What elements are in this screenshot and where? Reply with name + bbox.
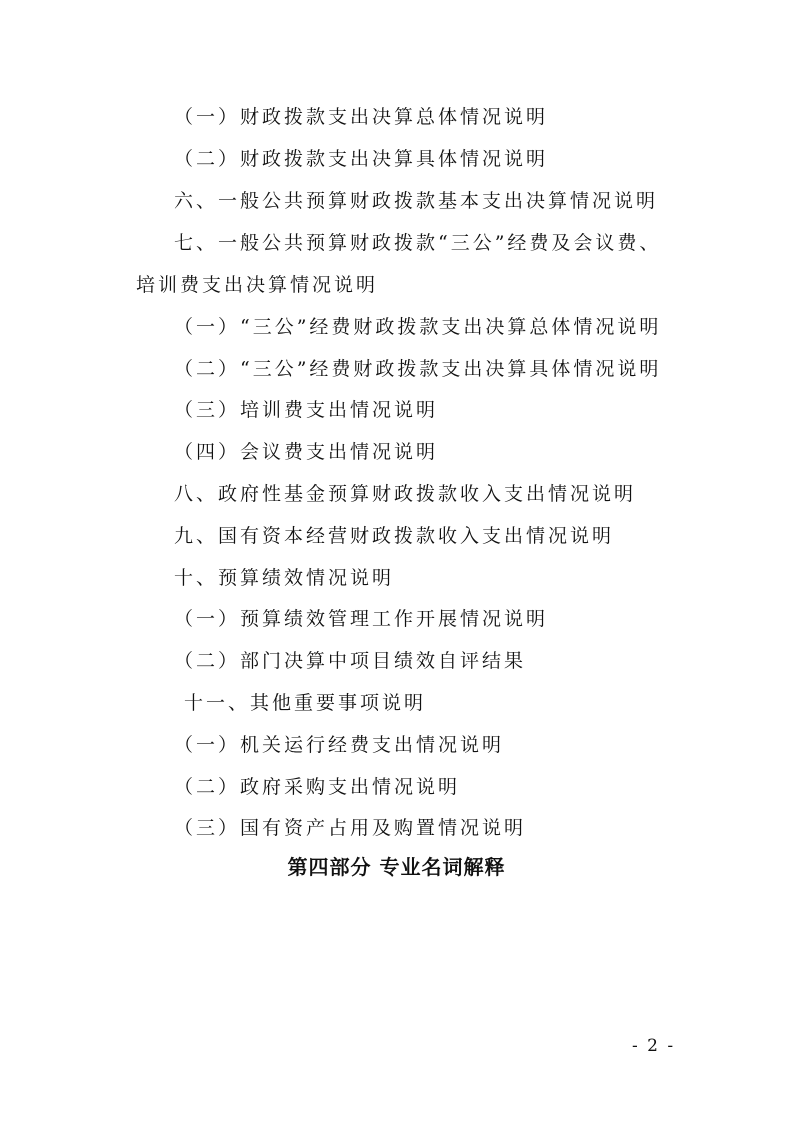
toc-line: （三）培训费支出情况说明 (174, 399, 439, 421)
toc-line: （二）部门决算中项目绩效自评结果 (174, 650, 527, 672)
toc-line: （一）财政拨款支出决算总体情况说明 (174, 106, 549, 128)
part-heading: 第四部分 专业名词解释 (287, 855, 506, 879)
page-number: - 2 - (632, 1036, 676, 1056)
toc-line: 九、国有资本经营财政拨款收入支出情况说明 (174, 525, 615, 547)
toc-line: （二）财政拨款支出决算具体情况说明 (174, 148, 549, 170)
toc-line: （四）会议费支出情况说明 (174, 441, 439, 463)
toc-line: 培训费支出决算情况说明 (136, 274, 379, 296)
toc-line: 七、一般公共预算财政拨款“三公”经费及会议费、 (174, 232, 662, 254)
toc-line: （一）机关运行经费支出情况说明 (174, 734, 505, 756)
toc-line: 八、政府性基金预算财政拨款收入支出情况说明 (174, 483, 637, 505)
toc-line: 十、预算绩效情况说明 (174, 567, 395, 589)
toc-line: 十一、其他重要事项说明 (184, 692, 427, 714)
toc-line: （二）政府采购支出情况说明 (174, 776, 461, 798)
toc-line: （二）“三公”经费财政拨款支出决算具体情况说明 (174, 358, 662, 380)
toc-line: （三）国有资产占用及购置情况说明 (174, 817, 527, 839)
toc-line: 六、一般公共预算财政拨款基本支出决算情况说明 (174, 190, 659, 212)
toc-line: （一）预算绩效管理工作开展情况说明 (174, 608, 549, 630)
toc-line: （一）“三公”经费财政拨款支出决算总体情况说明 (174, 316, 662, 338)
